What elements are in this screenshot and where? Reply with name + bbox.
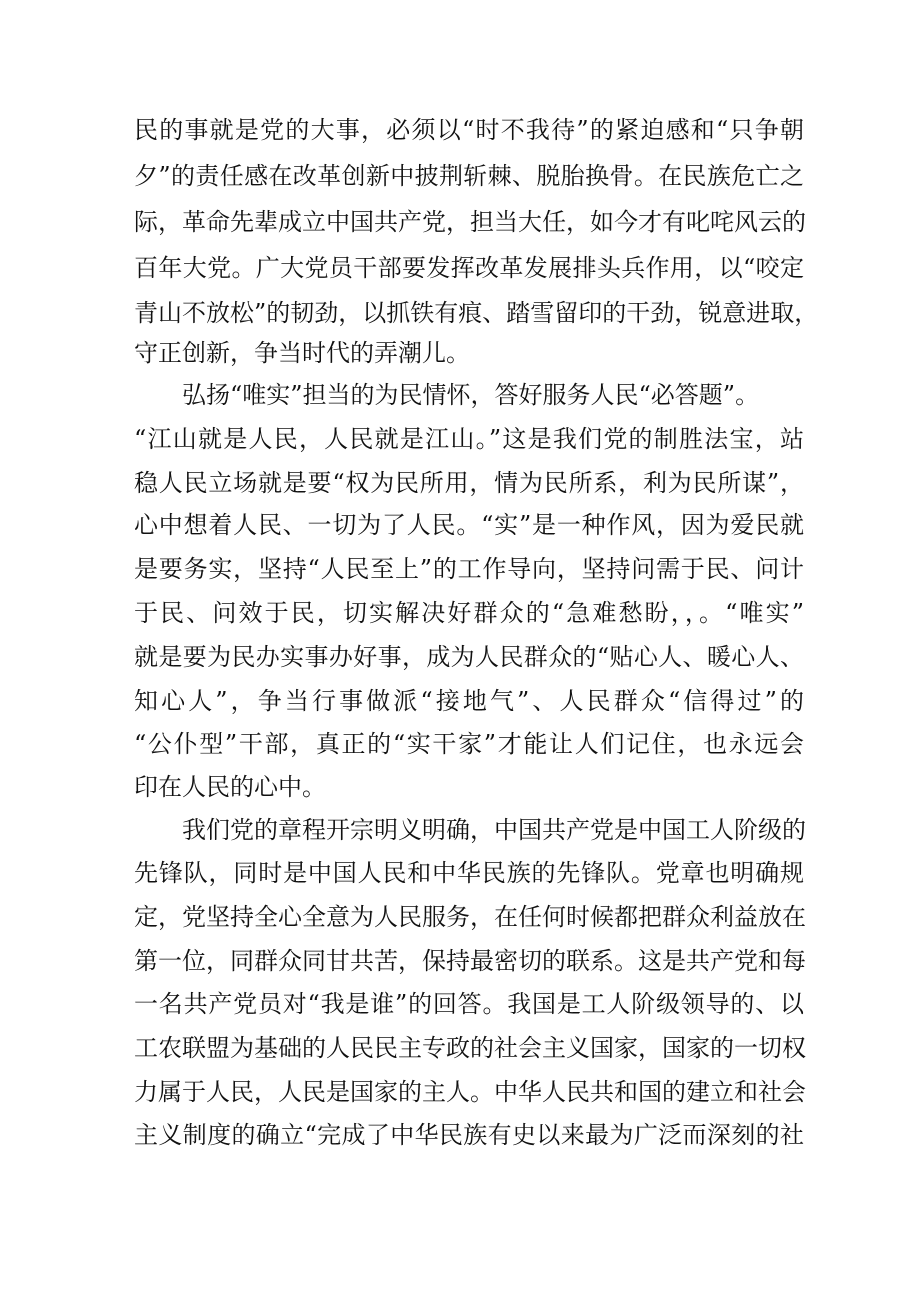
text-line: 夕”的责任感在改革创新中披荆斩棘、脱胎换骨。在民族危亡之	[134, 162, 804, 190]
text-line: 百年大党。广大党员干部要发挥改革发展排头兵作用，以“咬定	[134, 254, 804, 282]
text-line: 定，党坚持全心全意为人民服务，在任何时候都把群众利益放在	[134, 903, 806, 931]
text-line: “江山就是人民，人民就是江山。”这是我们党的制胜法宝，站	[134, 425, 804, 453]
text-line: 第一位，同群众同甘共苦，保持最密切的联系。这是共产党和每	[134, 947, 806, 975]
text-line: 一名共产党员对“我是谁”的回答。我国是工人阶级领导的、以	[134, 990, 804, 1018]
text-line: 是要务实，坚持“人民至上”的工作导向，坚持问需于民、问计	[134, 555, 804, 583]
text-line: 印在人民的心中。	[134, 773, 326, 801]
text-line: 力属于人民，人民是国家的主人。中华人民共和国的建立和社会	[134, 1078, 806, 1106]
text-line: 就是要为民办实事办好事，成为人民群众的“贴心人、暖心人、	[134, 643, 804, 671]
text-line: 知心人”，争当行事做派“接地气”、人民群众“信得过”的	[134, 687, 804, 715]
text-line: 青山不放松”的韧劲，以抓铁有痕、踏雪留印的干劲，锐意进取，	[134, 299, 819, 327]
text-line: 工农联盟为基础的人民民主专政的社会主义国家，国家的一切权	[134, 1034, 806, 1062]
text-line: 守正创新，争当时代的弄潮儿。	[134, 339, 470, 367]
paragraph-start-line: 我们党的章程开宗明义明确，中国共产党是中国工人阶级的	[182, 816, 806, 844]
text-line: 先锋队，同时是中国人民和中华民族的先锋队。党章也明确规	[134, 859, 804, 887]
text-line: “公仆型”干部，真正的“实干家”才能让人们记住，也永远会	[134, 730, 804, 758]
text-line: 心中想着人民、一切为了人民。“实”是一种作风，因为爱民就	[134, 511, 804, 539]
text-line: 于民、问效于民，切实解决好群众的“急难愁盼，，。“唯实”	[134, 599, 804, 627]
text-line: 民的事就是党的大事，必须以“时不我待”的紧迫感和“只争朝	[134, 116, 804, 144]
text-line: 际，革命先辈成立中国共产党，担当大任，如今才有叱咤风云的	[134, 208, 806, 236]
text-line: 主义制度的确立“完成了中华民族有史以来最为广泛而深刻的社	[134, 1121, 804, 1149]
paragraph-start-line: 弘扬“唯实”担当的为民情怀，答好服务人民“必答题”。	[182, 381, 760, 409]
text-line: 稳人民立场就是要“权为民所用，情为民所系，利为民所谋”，	[134, 469, 804, 497]
